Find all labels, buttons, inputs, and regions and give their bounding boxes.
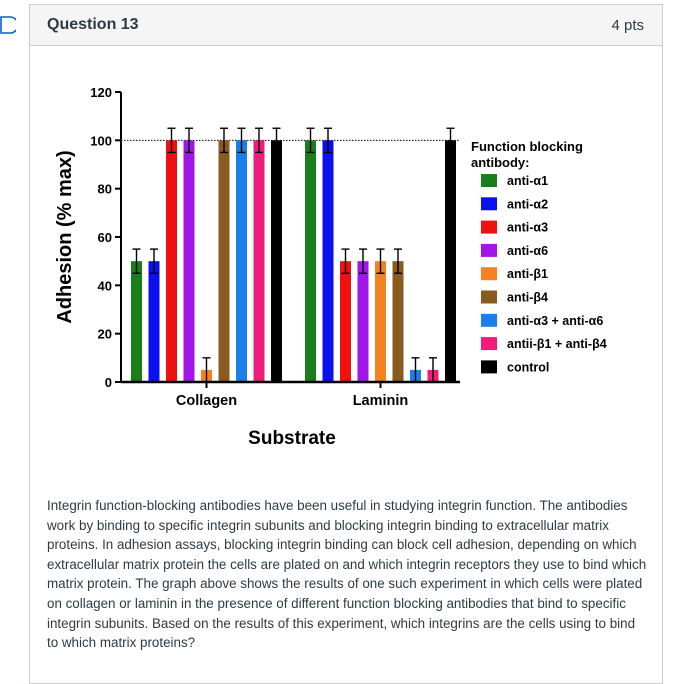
legend-label: anti-α3 [507, 220, 549, 235]
legend-label: antii-β1 + anti-β4 [507, 337, 607, 352]
legend-title: antibody: [471, 155, 530, 170]
legend-swatch [481, 360, 497, 373]
legend-label: anti-α1 [507, 174, 549, 188]
legend-label: anti-α2 [507, 197, 549, 212]
question-text: Integrin function-blocking antibodies have been useful in studying integrin function. The antibodies work by binding to specific integrin subunits and blocking integrin binding to extracellular matrix proteins. In adhesion assays, blocking integrin binding can block cell adhesion, depending on which extracellular matrix protein the cells are plated on and which integrin receptors they use to bind which matrix protein. The graph above shows the results of one such experiment in which cells were plated on collagen or laminin in the presence of different function blocking antibodies that bind to specific integrin subunits. Based on the results of this experiment, which integrins are the cells using to bind to which matrix proteins? [47, 498, 647, 651]
y-tick-label: 60 [97, 230, 112, 245]
y-tick-label: 80 [97, 181, 112, 197]
question-title: Question 13 [47, 16, 139, 33]
bar [393, 261, 404, 382]
legend-swatch [481, 244, 497, 257]
bar [166, 140, 177, 382]
y-tick-label: 0 [104, 375, 112, 390]
y-tick-label: 120 [90, 85, 112, 100]
bar [358, 261, 369, 382]
bar [323, 140, 334, 382]
bar [219, 140, 230, 382]
bar [445, 140, 456, 382]
legend-swatch [481, 337, 497, 350]
question-header [30, 5, 662, 46]
y-axis-label: Adhesion (% max) [54, 150, 76, 324]
legend-swatch [481, 197, 497, 210]
y-tick-label: 100 [90, 133, 112, 149]
adhesion-chart [30, 49, 664, 469]
y-tick-label: 20 [97, 326, 112, 342]
x-tick-label: Laminin [352, 393, 409, 409]
legend-swatch [481, 174, 497, 187]
question-points: 4 pts [611, 17, 644, 34]
adhesion-chart-container [30, 49, 664, 469]
x-axis-label: Substrate [248, 428, 336, 449]
bar [149, 261, 160, 382]
legend-swatch [481, 291, 497, 304]
question-card [29, 4, 663, 684]
bar [271, 140, 282, 382]
bar [131, 261, 142, 382]
legend-swatch [481, 221, 497, 234]
legend-label: control [507, 360, 550, 375]
x-tick-label: Collagen [175, 393, 238, 409]
legend-label: anti-α6 [507, 243, 549, 258]
legend-title: Function blocking [471, 139, 583, 154]
legend-label: anti-β4 [507, 290, 548, 305]
y-tick-label: 40 [97, 278, 112, 294]
bar [184, 140, 195, 382]
bookmark-icon[interactable] [0, 16, 16, 34]
legend-swatch [481, 314, 497, 327]
bar [236, 140, 247, 382]
legend-swatch [481, 267, 497, 280]
bar [340, 261, 351, 382]
bar [375, 261, 386, 382]
legend-label: anti-α3 + anti-α6 [507, 313, 604, 328]
bar [254, 140, 265, 382]
legend-label: anti-β1 [507, 267, 548, 282]
bar [305, 140, 316, 382]
